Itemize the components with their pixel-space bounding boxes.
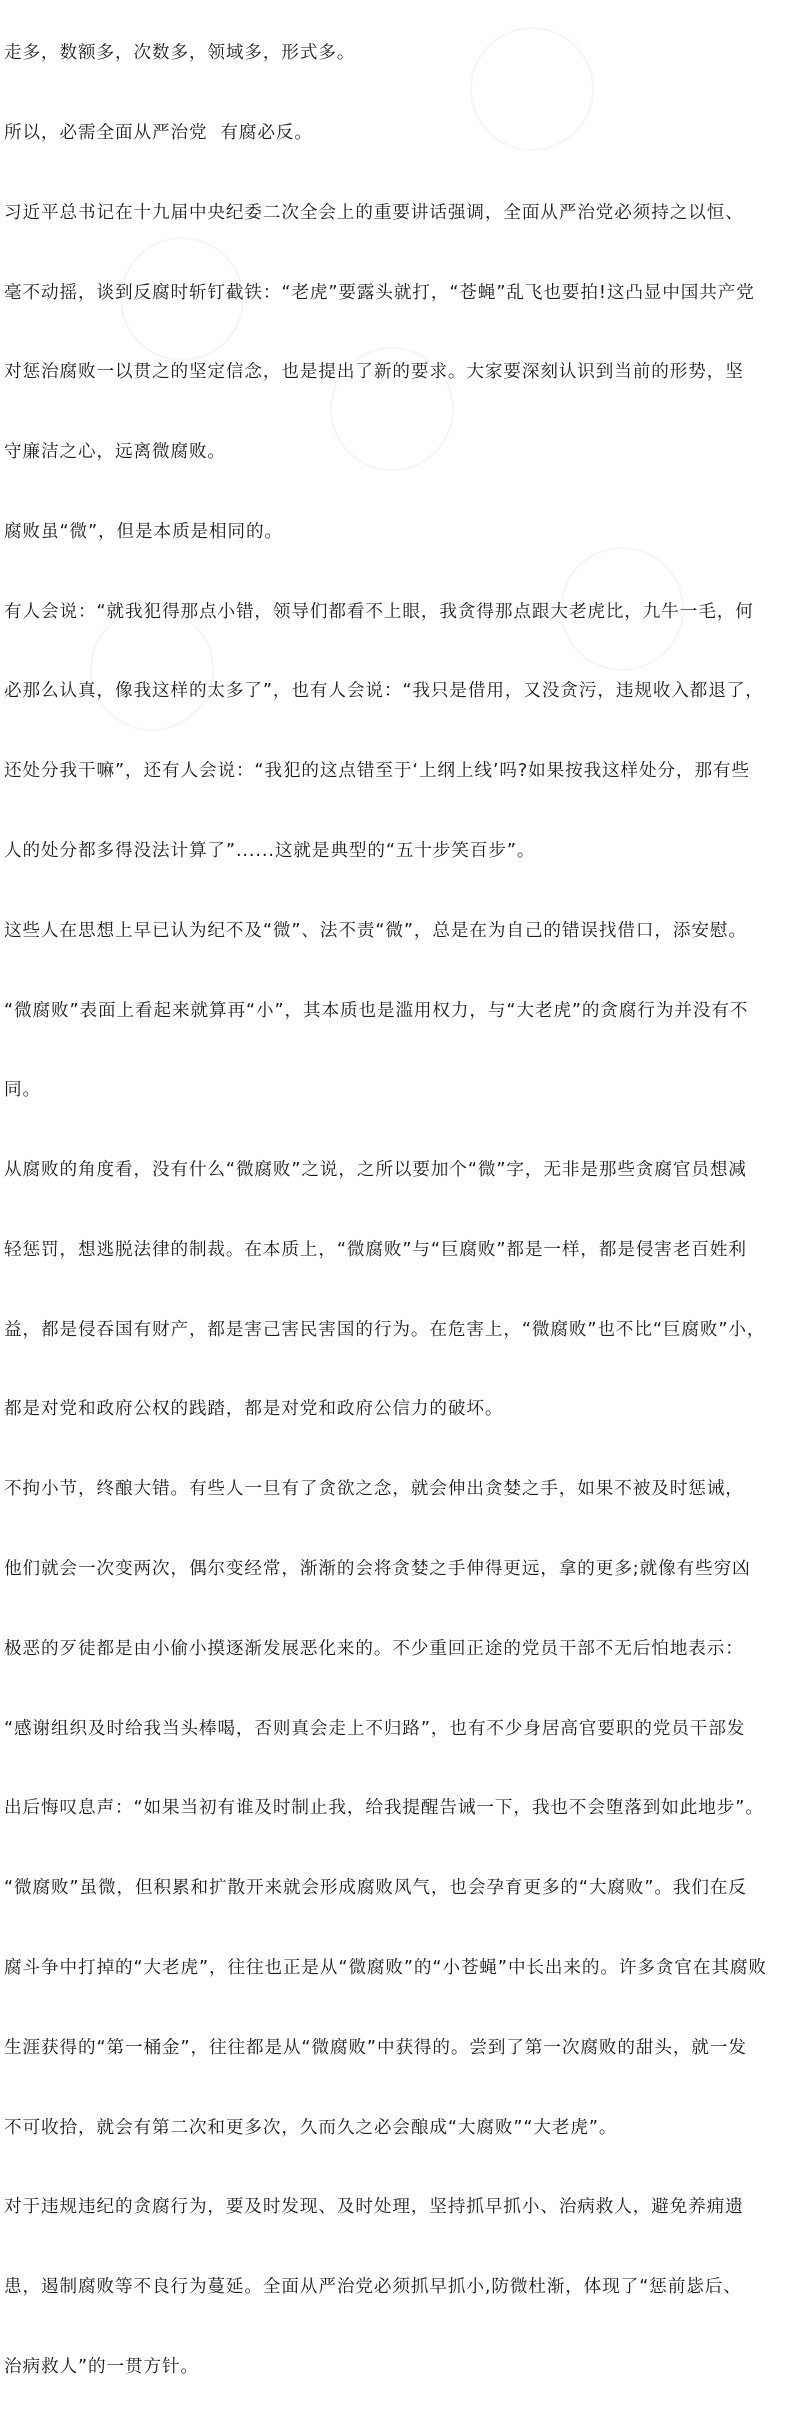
- text-line: 生涯获得的“第一桶金”，往往都是从“微腐败”中获得的。尝到了第一次腐败的甜头，就一发: [4, 2037, 747, 2058]
- text-line: 益，都是侵吞国有财产，都是害己害民害国的行为。在危害上，“微腐败”也不比“巨腐败”小，: [4, 1319, 766, 1340]
- text-line: 对于违规违纪的贪腐行为，要及时发现、及时处理，坚持抓早抓小、治病救人，避免养痈遗: [4, 2197, 744, 2218]
- text-line: 所以，必需全面从严治党 有腐必反。: [4, 122, 313, 143]
- text-line: 习近平总书记在十九届中央纪委二次全会上的重要讲话强调，全面从严治党必须持之以恒、: [4, 202, 744, 223]
- text-line: 同。: [4, 1080, 41, 1101]
- text-line: 对惩治腐败一以贯之的坚定信念，也是提出了新的要求。大家要深刻认识到当前的形势，坚: [4, 362, 744, 383]
- text-line: 走多，数额多，次数多，领域多，形式多。: [4, 43, 356, 64]
- text-line: 出后悔叹息声：“如果当初有谁及时制止我，给我提醒告诫一下，我也不会堕落到如此地步”。: [4, 1798, 764, 1819]
- text-line: 轻惩罚，想逃脱法律的制裁。在本质上，“微腐败”与“巨腐败”都是一样，都是侵害老百姓利: [4, 1239, 747, 1260]
- text-line: 治病救人”的一贯方针。: [4, 2356, 199, 2377]
- text-line: “微腐败”虽微，但积累和扩散开来就会形成腐败风气，也会孕育更多的“大腐败”。我们在反: [4, 1878, 747, 1899]
- text-line: 他们就会一次变两次，偶尔变经常，渐渐的会将贪婪之手伸得更远，拿的更多;就像有些穷凶: [4, 1559, 751, 1580]
- text-line: 还处分我干嘛”，还有人会说：“我犯的这点错至于‘上纲上线’吗?如果按我这样处分，那有些: [4, 761, 751, 782]
- document-body: [4, 0, 790, 2434]
- text-line: 必那么认真，像我这样的太多了”，也有人会说：“我只是借用，又没贪污，违规收入都退了，: [4, 681, 764, 702]
- text-line: 有人会说：“就我犯得那点小错，领导们都看不上眼，我贪得那点跟大老虎比，九牛一毛，何: [4, 601, 754, 622]
- text-line: 毫不动摇，谈到反腐时斩钉截铁：“老虎”要露头就打，“苍蝇”乱飞也要拍!这凸显中国共产党: [4, 282, 755, 303]
- text-line: 这些人在思想上早已认为纪不及“微”、法不责“微”，总是在为自己的错误找借口，添安慰。: [4, 920, 747, 941]
- text-line: 人的处分都多得没法计算了”......这就是典型的“五十步笑百步”。: [4, 841, 536, 861]
- text-line: 腐败虽“微”，但是本质是相同的。: [4, 521, 283, 542]
- text-line: 患，遏制腐败等不良行为蔓延。全面从严治党必须抓早抓小,防微杜渐，体现了“惩前毖后、: [4, 2277, 742, 2298]
- text-line: 不可收拾，就会有第二次和更多次，久而久之必会酿成“大腐败”“大老虎”。: [4, 2117, 618, 2138]
- text-line: “感谢组织及时给我当头棒喝，否则真会走上不归路”，也有不少身居高官要职的党员干部发: [4, 1718, 746, 1739]
- text-line: 腐斗争中打掉的“大老虎”，往往也正是从“微腐败”的“小苍蝇”中长出来的。许多贪官在其腐败: [4, 1957, 767, 1978]
- text-line: 守廉洁之心，远离微腐败。: [4, 442, 226, 463]
- text-line: 都是对党和政府公权的践踏，都是对党和政府公信力的破坏。: [4, 1399, 504, 1420]
- text-line: “微腐败”表面上看起来就算再“小”，其本质也是滥用权力，与“大老虎”的贪腐行为并没有不: [4, 1000, 749, 1021]
- text-line: 不拘小节，终酿大错。有些人一旦有了贪欲之念，就会伸出贪婪之手，如果不被及时惩诫，: [4, 1479, 744, 1500]
- text-line: 从腐败的角度看，没有什么“微腐败”之说，之所以要加个“微”字，无非是那些贪腐官员想减: [4, 1160, 747, 1181]
- text-line: 极恶的歹徒都是由小偷小摸逐渐发展恶化来的。不少重回正途的党员干部不无后怕地表示：: [4, 1638, 744, 1659]
